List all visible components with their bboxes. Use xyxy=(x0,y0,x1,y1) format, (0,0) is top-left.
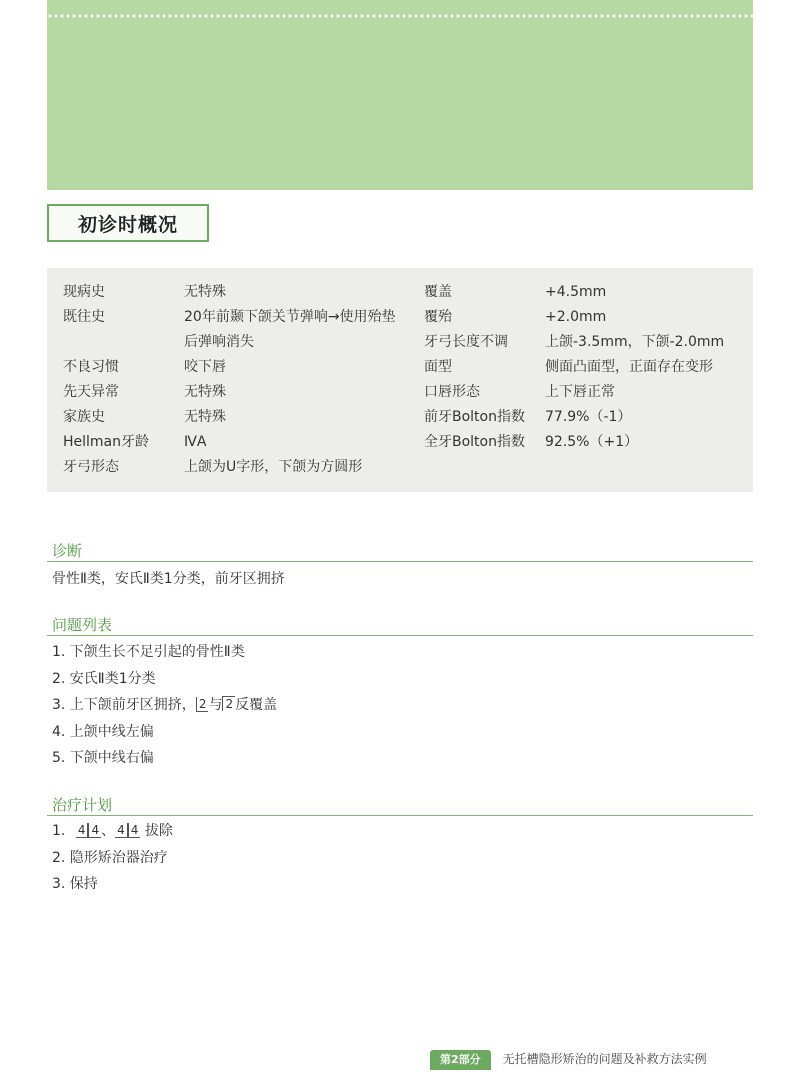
tooth-notation-upper-left: 2 xyxy=(196,697,209,712)
summary-label: 覆盖 xyxy=(424,284,452,300)
diagnosis-body xyxy=(52,566,285,593)
summary-row xyxy=(63,430,399,455)
diagnosis-heading: 诊断 xyxy=(47,541,753,562)
summary-value: +2.0mm xyxy=(545,309,607,325)
summary-value: 侧面凸面型，正面存在变形 xyxy=(545,359,713,375)
summary-label: 覆殆 xyxy=(424,309,452,325)
plan-1-suffix: 拔除 xyxy=(144,823,173,839)
summary-label: 既往史 xyxy=(63,309,105,325)
plan-list xyxy=(52,818,173,898)
summary-panel xyxy=(47,268,753,492)
tooth-notation-upper-right-quadrant: 4 xyxy=(76,823,89,838)
summary-value: ⅣA xyxy=(184,434,207,450)
summary-row xyxy=(63,455,399,480)
summary-row xyxy=(424,355,745,380)
dotted-border xyxy=(47,14,753,18)
summary-label: 面型 xyxy=(424,359,452,375)
list-item xyxy=(52,692,277,719)
list-item: 3. 保持 xyxy=(52,876,98,892)
problem-3-suffix: 反覆盖 xyxy=(235,697,278,713)
plan-1-prefix: 1. xyxy=(52,823,66,839)
tooth-notation-lower-left: 2 xyxy=(222,696,235,711)
summary-row xyxy=(63,355,399,380)
summary-row xyxy=(424,405,745,430)
summary-row xyxy=(63,280,399,305)
summary-value: 77.9%（-1） xyxy=(545,409,632,425)
plan-1-separator: 、 xyxy=(101,823,116,839)
header-banner xyxy=(47,0,753,190)
summary-value: 无特殊 xyxy=(184,409,226,425)
list-item: 4. 上颌中线左偏 xyxy=(52,723,154,740)
summary-value: 上颌为U字形，下颌为方圆形 xyxy=(184,459,363,475)
list-item: 1. 下颌生长不足引起的骨性Ⅱ类 xyxy=(52,644,245,660)
summary-value: 无特殊 xyxy=(184,384,226,400)
tooth-notation-lower-right-quadrant: 4 xyxy=(115,823,128,838)
problems-heading: 问题列表 xyxy=(47,615,753,636)
summary-value: +4.5mm xyxy=(545,284,607,300)
summary-row xyxy=(424,380,745,405)
summary-row xyxy=(424,305,745,330)
summary-row xyxy=(424,330,745,355)
summary-value: 无特殊 xyxy=(184,284,226,300)
summary-label: 口唇形态 xyxy=(424,384,480,400)
part-badge: 第2部分 xyxy=(430,1050,491,1070)
summary-label: 家族史 xyxy=(63,409,105,425)
summary-label: 前牙Bolton指数 xyxy=(424,409,525,425)
summary-row xyxy=(63,380,399,405)
page-title: 初诊时概况 xyxy=(47,204,209,242)
summary-row xyxy=(424,430,745,455)
problems-list xyxy=(52,639,277,772)
summary-value: 92.5%（+1） xyxy=(545,434,639,450)
summary-label: 不良习惯 xyxy=(63,359,119,375)
tooth-notation-upper-left-quadrant: 4 xyxy=(88,823,101,838)
plan-heading: 治疗计划 xyxy=(47,795,753,816)
list-item xyxy=(52,818,173,845)
summary-label: Hellman牙龄 xyxy=(63,434,150,450)
summary-left-column xyxy=(63,280,399,480)
list-item: 2. 隐形矫治器治疗 xyxy=(52,849,168,866)
tooth-notation-lower-left-quadrant: 4 xyxy=(128,823,141,838)
problem-3-connector: 与 xyxy=(208,697,223,713)
summary-label: 全牙Bolton指数 xyxy=(424,434,525,450)
page-footer xyxy=(430,1050,707,1072)
summary-row xyxy=(424,280,745,305)
problem-3-prefix: 3. 上下颌前牙区拥挤， xyxy=(52,697,196,713)
summary-right-column xyxy=(424,280,745,455)
summary-label: 牙弓长度不调 xyxy=(424,334,508,350)
summary-row xyxy=(63,305,399,355)
list-item: 2. 安氏Ⅱ类1分类 xyxy=(52,670,156,687)
summary-row xyxy=(63,405,399,430)
summary-label: 牙弓形态 xyxy=(63,459,119,475)
summary-label: 先天异常 xyxy=(63,384,119,400)
summary-label: 现病史 xyxy=(63,284,105,300)
summary-value: 咬下唇 xyxy=(184,359,226,375)
summary-value: 上颌-3.5mm，下颌-2.0mm xyxy=(545,334,725,350)
diagnosis-text: 骨性Ⅱ类，安氏Ⅱ类1分类，前牙区拥挤 xyxy=(52,571,285,587)
footer-text: 无托槽隐形矫治的问题及补救方法实例 xyxy=(502,1052,707,1066)
summary-value: 20年前颞下颌关节弹响→使用殆垫后弹响消失 xyxy=(184,309,396,350)
summary-value: 上下唇正常 xyxy=(545,384,615,400)
list-item: 5. 下颌中线右偏 xyxy=(52,750,154,766)
